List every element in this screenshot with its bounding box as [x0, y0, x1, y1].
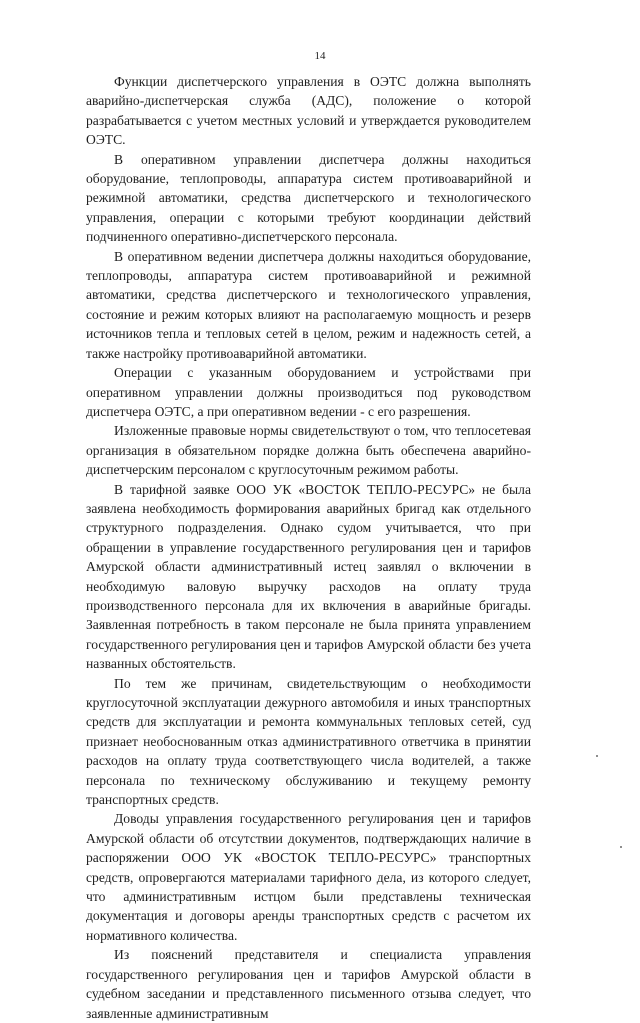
paragraph-transport-documents: Доводы управления государственного регулирования цен и тарифов Амурской области об отсутствии документов, подтверждающих наличие в распоряжении ООО УК «ВОСТОК ТЕПЛО-РЕСУРС» транспортных средств, опровергаются материалами тарифного дела, из которого следует, что административным истцом были представлены техническая документация и договоры аренды транспортных средств с расчетом их нормативного количества.	[86, 811, 531, 943]
paragraph-operational-control: В оперативном управлении диспетчера должны находиться оборудование, теплопроводы, аппаратура систем противоаварийной и режимной автоматики, средства диспетчерского и технологического управления, операции с которыми требуют координации действий подчиненного оперативно-диспетчерского персонала.	[86, 151, 531, 245]
page-number: 14	[314, 50, 326, 62]
document-body	[86, 72, 531, 1023]
scan-speck	[596, 755, 598, 757]
scan-speck	[620, 846, 622, 848]
paragraph-operational-management: В оперативном ведении диспетчера должны находиться оборудование, теплопроводы, аппаратура систем противоаварийной и режимной автоматики, средства диспетчерского и технологического управления, состояние и режим которых влияют на располагаемую мощность и резерв источников тепла и тепловых сетей в целом, режим и надежность сетей, а также настройку противоаварийной автоматики.	[86, 248, 531, 361]
paragraph-drivers-expenses: По тем же причинам, свидетельствующим о необходимости круглосуточной эксплуатации дежурного автомобиля и иных транспортных средств для эксплуатации и ремонта коммунальных тепловых сетей, суд признает необоснованным отказ административного ответчика в принятии расходов на оплату труда соответствующего числа водителей, а также персонала по техническому обслуживанию и текущему ремонту транспортных средств.	[86, 675, 531, 808]
paragraph-ads-functions: Функции диспетчерского управления в ОЭТС должна выполнять аварийно-диспетчерская служба (АДС), положение о которой разрабатывается с учетом местных условий и утверждается руководителем ОЭТС.	[86, 74, 531, 148]
paragraph-operations: Операции с указанным оборудованием и устройствами при оперативном управлении должны производиться под руководством диспетчера ОЭТС, а при оперативном ведении - с его разрешения.	[86, 365, 531, 419]
paragraph-legal-norms: Изложенные правовые нормы свидетельствуют о том, что теплосетевая организация в обязательном порядке должна быть обеспечена аварийно-диспетчерским персоналом с круглосуточным режимом работы.	[86, 423, 531, 478]
paragraph-specialist-explanations: Из пояснений представителя и специалиста управления государственного регулирования цен и тарифов Амурской области в судебном заседании и представленного письменного отзыва следует, что заявленные административным	[86, 947, 531, 1021]
paragraph-tariff-application: В тарифной заявке ООО УК «ВОСТОК ТЕПЛО-РЕСУРС» не была заявлена необходимость формирования аварийных бригад как отдельного структурного подразделения. Однако судом учитывается, что при обращении в управление государственного регулирования цен и тарифов Амурской области административный истец заявлял о включении в необходимую валовую выручку расходов на оплату труда производственного персонала для их включения в аварийные бригады. Заявленная потребность в таком персонале не была принята управлением государственного регулирования цен и тарифов Амурской области без учета названных обстоятельств.	[86, 481, 531, 672]
